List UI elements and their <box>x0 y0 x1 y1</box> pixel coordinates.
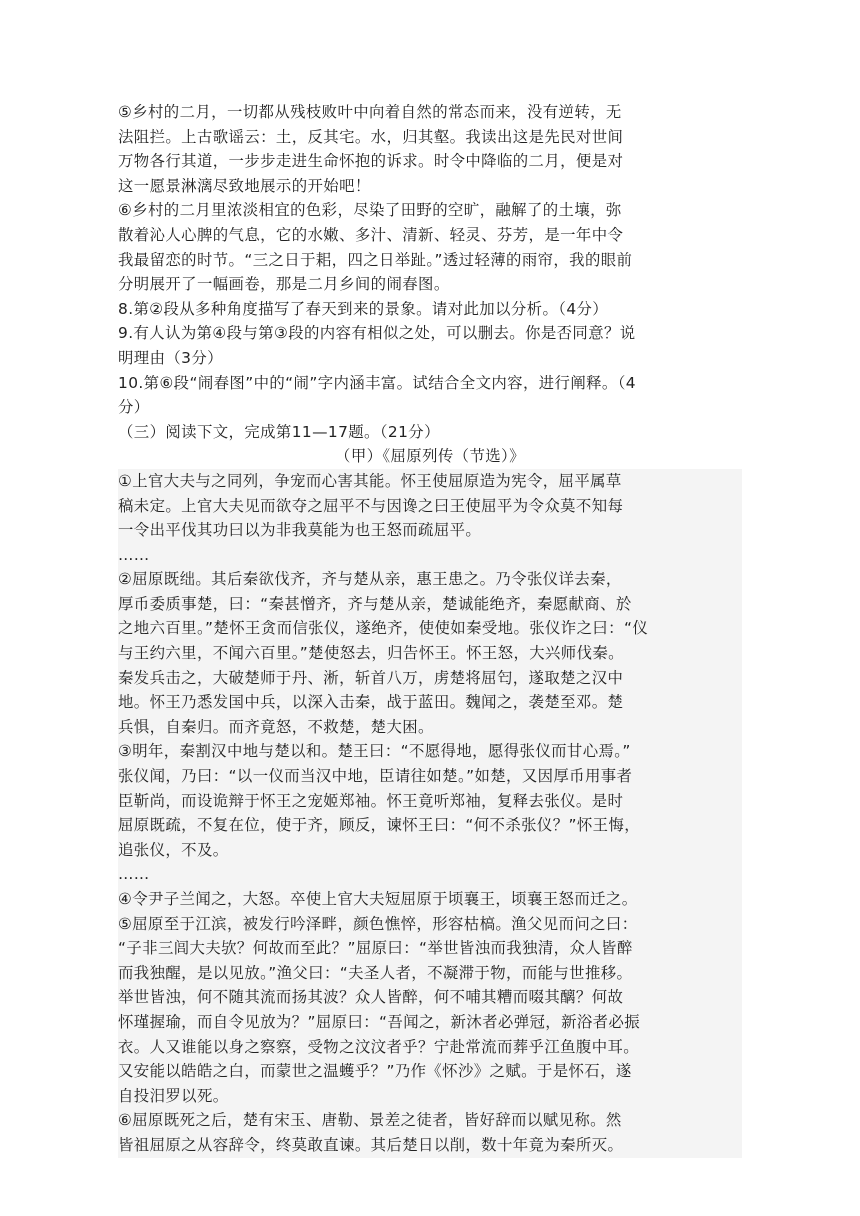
text-line: 这一愿景淋漓尽致地展示的开始吧！ <box>118 176 371 195</box>
ellipsis-line: …… <box>118 543 742 568</box>
question-line: 8.第②段从多种角度描写了春天到来的景象。请对此加以分析。（4分） <box>118 299 609 318</box>
question-line: 分） <box>118 398 150 417</box>
text-line: ②屈原既绌。其后秦欲伐齐，齐与楚从亲，惠王患之。乃令张仪详去秦， <box>118 567 742 592</box>
text-line: 怀瑾握瑜，而自令见放为？”屈原曰：“吾闻之，新沐者必弹冠，新浴者必振 <box>118 1010 742 1035</box>
text-line: 法阻拦。上古歌谣云：土，反其宅。水，归其壑。我读出这是先民对世间 <box>118 127 624 146</box>
text-line: 之地六百里。”楚怀王贪而信张仪，遂绝齐，使使如秦受地。张仪诈之曰：“仪 <box>118 616 742 641</box>
ellipsis-line: …… <box>118 862 742 887</box>
text-line: ④令尹子兰闻之，大怒。卒使上官大夫短屈原于顷襄王，顷襄王怒而迁之。 <box>118 887 742 912</box>
passage-title: （甲）《屈原列传（节选）》 <box>335 447 525 466</box>
text-line: 散着沁人心脾的气息，它的水嫩、多汁、清新、轻灵、芬芳，是一年中令 <box>118 225 624 244</box>
document-body <box>118 100 742 1158</box>
text-line: “子非三闾大夫欤？何故而至此？”屈原曰：“举世皆浊而我独清，众人皆醉 <box>118 936 742 961</box>
text-line: ①上官大夫与之同列，争宠而心害其能。怀王使屈原造为宪令，屈平属草 <box>118 469 742 494</box>
text-line: 举世皆浊，何不随其流而扬其波？众人皆醉，何不哺其糟而啜其醨？何故 <box>118 985 742 1010</box>
text-line: 万物各行其道，一步步走进生命怀抱的诉求。时令中降临的二月，便是对 <box>118 152 624 171</box>
text-line: ⑤乡村的二月，一切都从残枝败叶中向着自然的常态而来，没有逆转，无 <box>118 103 622 121</box>
text-line: 与王约六里，不闻六百里。”楚使怒去，归告怀王。怀王怒，大兴师伐秦。 <box>118 641 742 666</box>
text-line: 臣靳尚，而设诡辩于怀王之宠姬郑袖。怀王竟听郑袖，复释去张仪。是时 <box>118 789 742 814</box>
text-line: ⑥乡村的二月里浓淡相宜的色彩，尽染了田野的空旷，融解了的土壤，弥 <box>118 201 622 220</box>
section-heading: （三）阅读下文，完成第11—17题。（21分） <box>118 422 440 441</box>
text-line: 厚币委质事楚，曰：“秦甚憎齐，齐与楚从亲，楚诚能绝齐，秦愿献商、於 <box>118 592 742 617</box>
text-line: 屈原既疏，不复在位，使于齐，顾反，谏怀王曰：“何不杀张仪？”怀王悔， <box>118 813 742 838</box>
text-line: 追张仪，不及。 <box>118 838 742 863</box>
text-line: 皆祖屈原之从容辞令，终莫敢直谏。其后楚日以削，数十年竟为秦所灭。 <box>118 1133 742 1158</box>
text-line: 地。怀王乃悉发国中兵，以深入击秦，战于蓝田。魏闻之，袭楚至邓。楚 <box>118 690 742 715</box>
question-line: 10.第⑥段“闹春图”中的“闹”字内涵丰富。试结合全文内容，进行阐释。（4 <box>118 373 636 392</box>
text-line: 秦发兵击之，大破楚师于丹、淅，斩首八万，虏楚将屈匄，遂取楚之汉中 <box>118 666 742 691</box>
text-line: 分明展开了一幅画卷，那是二月乡间的闹春图。 <box>118 275 450 294</box>
text-line: 张仪闻，乃曰：“以一仪而当汉中地，臣请往如楚。”如楚，又因厚币用事者 <box>118 764 742 789</box>
text-line: 又安能以皓皓之白，而蒙世之温蠖乎？”乃作《怀沙》之赋。于是怀石，遂 <box>118 1059 742 1084</box>
text-line: ③明年，秦割汉中地与楚以和。楚王曰：“不愿得地，愿得张仪而甘心焉。” <box>118 739 742 764</box>
text-line: ⑤屈原至于江滨，被发行吟泽畔，颜色憔悴，形容枯槁。渔父见而问之曰： <box>118 912 742 937</box>
text-line: 自投汨罗以死。 <box>118 1084 742 1109</box>
question-line: 9.有人认为第④段与第③段的内容有相似之处，可以删去。你是否同意？说 <box>118 324 636 343</box>
text-line: ⑥屈原既死之后，楚有宋玉、唐勒、景差之徒者，皆好辞而以赋见称。然 <box>118 1108 742 1133</box>
text-line: 我最留恋的时节。“三之日于耜，四之日举趾。”透过轻薄的雨帘，我的眼前 <box>118 250 633 269</box>
text-line: 稿未定。上官大夫见而欲夺之屈平不与因谗之曰王使屈平为令众莫不知每 <box>118 494 742 519</box>
question-line: 明理由（3分） <box>118 348 223 367</box>
text-line: 兵惧，自秦归。而齐竟怒，不救楚，楚大困。 <box>118 715 742 740</box>
text-line: 而我独醒，是以见放。”渔父曰：“夫圣人者，不凝滞于物，而能与世推移。 <box>118 961 742 986</box>
text-line: 衣。人又谁能以身之察察，受物之汶汶者乎？宁赴常流而葬乎江鱼腹中耳。 <box>118 1035 742 1060</box>
text-line: 一令出平伐其功曰以为非我莫能为也王怒而疏屈平。 <box>118 518 742 543</box>
